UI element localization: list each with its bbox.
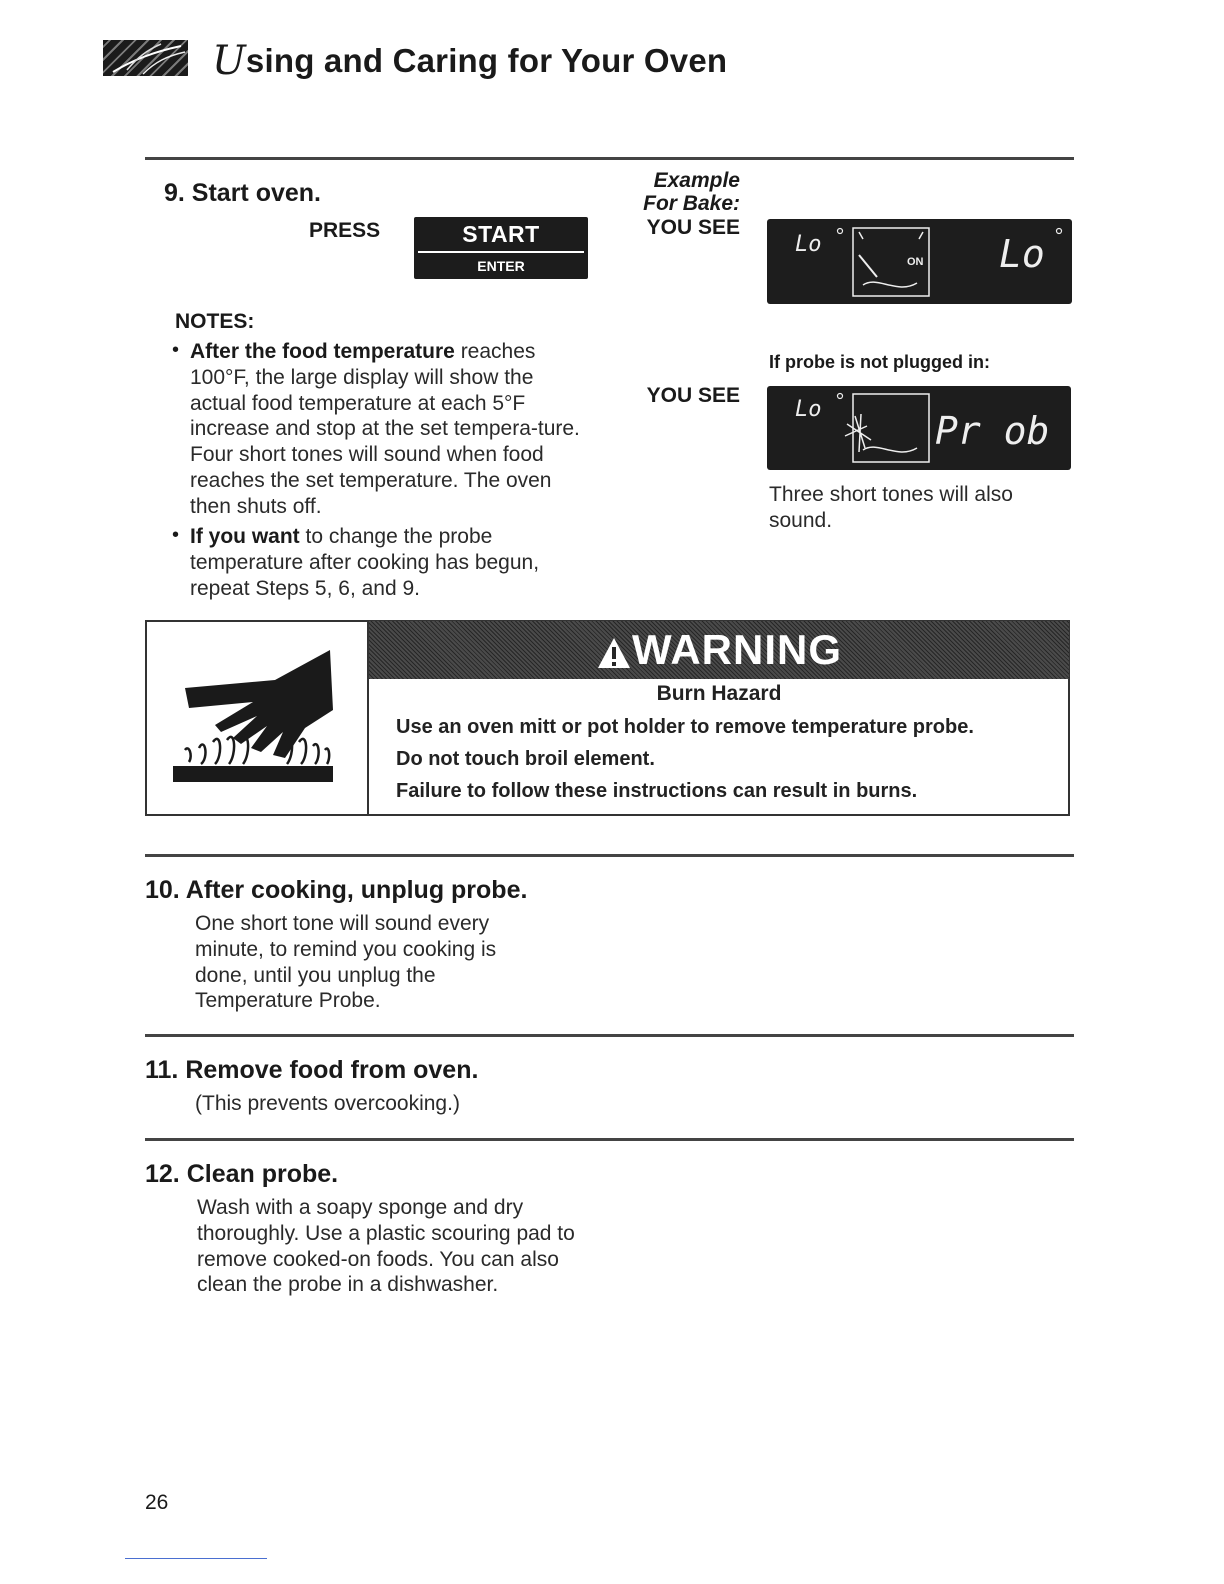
step-12-heading: 12. Clean probe. <box>145 1160 339 1188</box>
enter-label: ENTER <box>477 258 525 274</box>
bullet: • <box>172 339 180 361</box>
step-11-body: (This prevents overcooking.) <box>195 1092 460 1115</box>
probe-icon <box>859 255 877 277</box>
note-item: • If you want to change the probe temperature after cooking has begun, repeat Steps 5, 6, and 9. <box>172 524 540 600</box>
display-on-text: ON <box>907 256 924 268</box>
warning-triangle-icon <box>596 636 632 670</box>
you-see-label: YOU SEE <box>646 216 740 239</box>
oven-display-probe <box>767 386 1071 470</box>
example-label: Example For Bake: <box>643 169 740 215</box>
three-tones-note: Three short tones will also sound. <box>769 483 1013 532</box>
display-right-text: Lo <box>999 232 1045 276</box>
hand-heat-icon <box>165 640 345 800</box>
press-label: PRESS <box>309 219 381 242</box>
flashing-probe-icon <box>845 414 871 452</box>
step-11-heading: 11. Remove food from oven. <box>145 1056 479 1084</box>
divider <box>145 1034 1074 1037</box>
display-left-text: Lo <box>795 397 822 422</box>
notes-heading: NOTES: <box>175 310 255 333</box>
burn-hazard-label: Burn Hazard <box>656 682 782 705</box>
divider <box>145 157 1074 160</box>
oven-display-lo <box>767 219 1072 304</box>
divider <box>145 1138 1074 1141</box>
step-10-body: One short tone will sound every minute, to remind you cooking is done, until you unplug the Temperature Probe. <box>195 912 497 1013</box>
button-divider <box>418 251 584 253</box>
warning-line: Do not touch broil element. <box>396 748 655 770</box>
bullet: • <box>172 524 180 546</box>
warning-line: Use an oven mitt or pot holder to remove temperature probe. <box>396 716 974 738</box>
footer-line <box>125 1558 267 1559</box>
page-number: 26 <box>145 1491 169 1514</box>
page-title: Using and Caring for Your Oven <box>212 38 728 84</box>
warning-line: Failure to follow these instructions can result in burns. <box>396 780 918 802</box>
divider <box>145 854 1074 857</box>
step-9-heading: 9. Start oven. <box>164 179 321 207</box>
start-label: START <box>462 221 540 247</box>
probe-not-plugged-label: If probe is not plugged in: <box>769 352 990 372</box>
warning-title: WARNING <box>632 626 842 673</box>
step-10-heading: 10. After cooking, unplug probe. <box>145 876 528 904</box>
wheat-logo-icon <box>103 40 188 76</box>
note-item: • After the food temperature reaches 100°F, the large display will show the actual food temperature at each 5°F increase and stop at the set tempera-ture. Four short tones will sound when food reaches the set temperature. The oven then shuts off. <box>172 339 580 518</box>
display-left-text: Lo <box>795 232 822 257</box>
start-enter-button[interactable] <box>414 217 588 279</box>
step-12-body: Wash with a soapy sponge and dry thoroughly. Use a plastic scouring pad to remove cooked-on foods. You can also clean the probe in a dishwasher. <box>197 1196 575 1297</box>
display-probe-text: Pr ob <box>935 409 1050 453</box>
warning-banner <box>369 621 1069 679</box>
you-see-label: YOU SEE <box>646 384 740 407</box>
